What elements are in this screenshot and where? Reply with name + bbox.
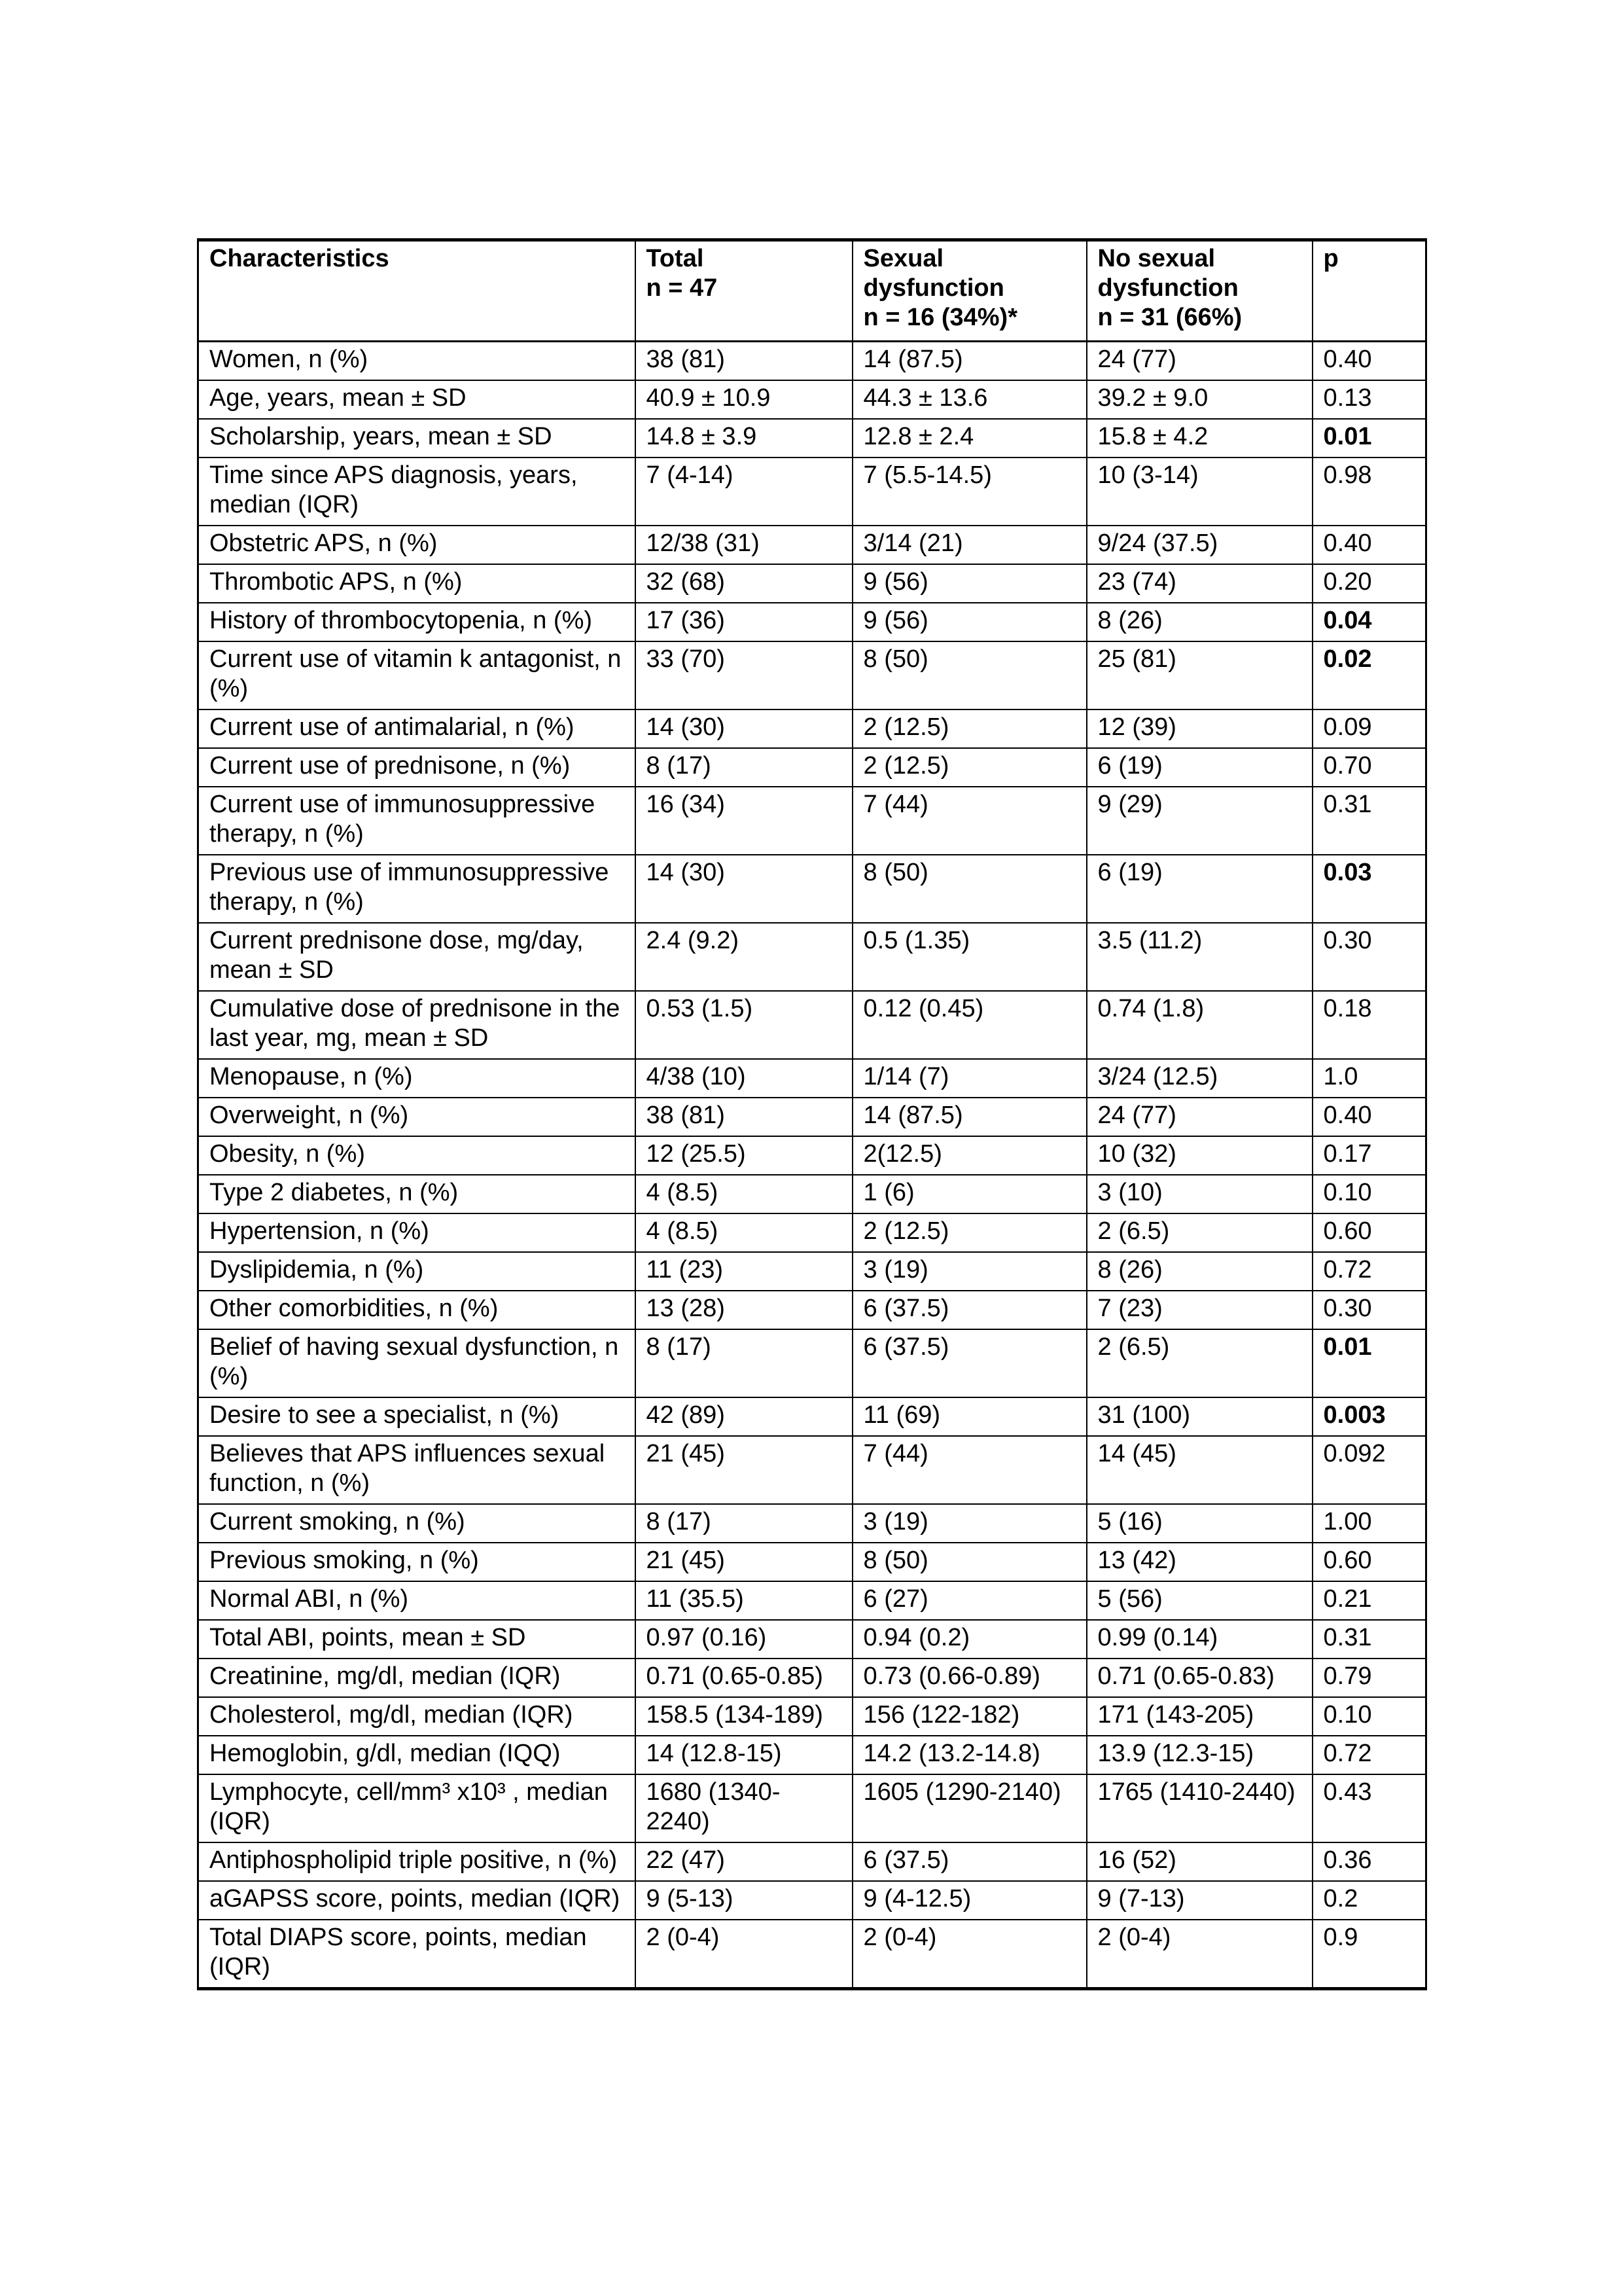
column-header-characteristics — [198, 240, 635, 342]
total-cell: 0.97 (0.16) — [635, 1620, 853, 1659]
header-line: dysfunction — [1097, 274, 1239, 302]
total-cell: 2 (0-4) — [635, 1920, 853, 1989]
p-value-cell: 0.30 — [1313, 1291, 1426, 1329]
p-value-cell: 0.18 — [1313, 991, 1426, 1059]
characteristic-cell: Current use of prednisone, n (%) — [198, 748, 635, 787]
sexual-dysfunction-cell: 6 (27) — [853, 1581, 1087, 1620]
sexual-dysfunction-cell: 1 (6) — [853, 1175, 1087, 1213]
total-cell: 4 (8.5) — [635, 1213, 853, 1252]
sexual-dysfunction-cell: 7 (44) — [853, 787, 1087, 855]
no-sexual-dysfunction-cell: 0.71 (0.65-0.83) — [1087, 1659, 1313, 1697]
sexual-dysfunction-cell: 12.8 ± 2.4 — [853, 419, 1087, 457]
p-value-cell: 0.01 — [1313, 419, 1426, 457]
total-cell: 4 (8.5) — [635, 1175, 853, 1213]
column-header-total — [635, 240, 853, 342]
table-row — [198, 1620, 1426, 1659]
sexual-dysfunction-cell: 14 (87.5) — [853, 342, 1087, 381]
sexual-dysfunction-cell: 1/14 (7) — [853, 1059, 1087, 1098]
no-sexual-dysfunction-cell: 13 (42) — [1087, 1543, 1313, 1581]
total-cell: 0.53 (1.5) — [635, 991, 853, 1059]
p-value-cell: 0.02 — [1313, 641, 1426, 709]
sexual-dysfunction-cell: 156 (122-182) — [853, 1697, 1087, 1736]
p-value-cell: 0.21 — [1313, 1581, 1426, 1620]
characteristic-cell: Obesity, n (%) — [198, 1136, 635, 1175]
no-sexual-dysfunction-cell: 8 (26) — [1087, 603, 1313, 641]
total-cell: 8 (17) — [635, 748, 853, 787]
characteristic-cell: Age, years, mean ± SD — [198, 380, 635, 419]
sexual-dysfunction-cell: 7 (5.5-14.5) — [853, 457, 1087, 526]
table-row — [198, 1291, 1426, 1329]
total-cell: 14 (30) — [635, 855, 853, 923]
sexual-dysfunction-cell: 6 (37.5) — [853, 1329, 1087, 1397]
p-value-cell: 0.10 — [1313, 1175, 1426, 1213]
header-line: Total — [646, 245, 704, 272]
header-row — [198, 240, 1426, 342]
no-sexual-dysfunction-cell: 31 (100) — [1087, 1397, 1313, 1436]
characteristic-cell: Obstetric APS, n (%) — [198, 526, 635, 564]
column-header-p — [1313, 240, 1426, 342]
no-sexual-dysfunction-cell: 2 (6.5) — [1087, 1213, 1313, 1252]
sexual-dysfunction-cell: 9 (4-12.5) — [853, 1881, 1087, 1920]
table-row — [198, 1329, 1426, 1397]
total-cell: 14 (30) — [635, 709, 853, 748]
no-sexual-dysfunction-cell: 24 (77) — [1087, 342, 1313, 381]
characteristic-cell: Other comorbidities, n (%) — [198, 1291, 635, 1329]
sexual-dysfunction-cell: 2(12.5) — [853, 1136, 1087, 1175]
p-value-cell: 0.092 — [1313, 1436, 1426, 1504]
characteristic-cell: Current smoking, n (%) — [198, 1504, 635, 1543]
total-cell: 14 (12.8-15) — [635, 1736, 853, 1774]
no-sexual-dysfunction-cell: 6 (19) — [1087, 855, 1313, 923]
sexual-dysfunction-cell: 8 (50) — [853, 641, 1087, 709]
table-row — [198, 564, 1426, 603]
no-sexual-dysfunction-cell: 9 (7-13) — [1087, 1881, 1313, 1920]
characteristic-cell: Previous smoking, n (%) — [198, 1543, 635, 1581]
total-cell: 7 (4-14) — [635, 457, 853, 526]
table-row — [198, 923, 1426, 991]
table-row — [198, 1774, 1426, 1842]
characteristic-cell: Hypertension, n (%) — [198, 1213, 635, 1252]
total-cell: 40.9 ± 10.9 — [635, 380, 853, 419]
header-line: p — [1323, 245, 1339, 272]
total-cell: 11 (35.5) — [635, 1581, 853, 1620]
no-sexual-dysfunction-cell: 13.9 (12.3-15) — [1087, 1736, 1313, 1774]
sexual-dysfunction-cell: 8 (50) — [853, 855, 1087, 923]
characteristic-cell: History of thrombocytopenia, n (%) — [198, 603, 635, 641]
table-row — [198, 1697, 1426, 1736]
no-sexual-dysfunction-cell: 2 (6.5) — [1087, 1329, 1313, 1397]
table-row — [198, 1136, 1426, 1175]
sexual-dysfunction-cell: 2 (12.5) — [853, 748, 1087, 787]
characteristic-cell: Scholarship, years, mean ± SD — [198, 419, 635, 457]
p-value-cell: 0.31 — [1313, 1620, 1426, 1659]
table-row — [198, 1436, 1426, 1504]
no-sexual-dysfunction-cell: 10 (32) — [1087, 1136, 1313, 1175]
sexual-dysfunction-cell: 6 (37.5) — [853, 1842, 1087, 1881]
table-row — [198, 1397, 1426, 1436]
total-cell: 8 (17) — [635, 1504, 853, 1543]
characteristic-cell: Believes that APS influences sexual function, n (%) — [198, 1436, 635, 1504]
table-row — [198, 1736, 1426, 1774]
total-cell: 21 (45) — [635, 1436, 853, 1504]
total-cell: 38 (81) — [635, 1098, 853, 1136]
table-row — [198, 1098, 1426, 1136]
characteristic-cell: Time since APS diagnosis, years, median (IQR) — [198, 457, 635, 526]
characteristic-cell: Women, n (%) — [198, 342, 635, 381]
p-value-cell: 0.20 — [1313, 564, 1426, 603]
characteristic-cell: Desire to see a specialist, n (%) — [198, 1397, 635, 1436]
no-sexual-dysfunction-cell: 3 (10) — [1087, 1175, 1313, 1213]
table-row — [198, 1059, 1426, 1098]
table-row — [198, 641, 1426, 709]
table-row — [198, 709, 1426, 748]
no-sexual-dysfunction-cell: 0.99 (0.14) — [1087, 1620, 1313, 1659]
sexual-dysfunction-cell: 11 (69) — [853, 1397, 1087, 1436]
total-cell: 11 (23) — [635, 1252, 853, 1291]
column-header-no-sexual-dysfunction — [1087, 240, 1313, 342]
header-line: Sexual — [863, 245, 944, 272]
characteristic-cell: Belief of having sexual dysfunction, n (%) — [198, 1329, 635, 1397]
table-row — [198, 380, 1426, 419]
no-sexual-dysfunction-cell: 2 (0-4) — [1087, 1920, 1313, 1989]
no-sexual-dysfunction-cell: 6 (19) — [1087, 748, 1313, 787]
characteristic-cell: Antiphospholipid triple positive, n (%) — [198, 1842, 635, 1881]
sexual-dysfunction-cell: 14 (87.5) — [853, 1098, 1087, 1136]
characteristic-cell: Hemoglobin, g/dl, median (IQQ) — [198, 1736, 635, 1774]
p-value-cell: 0.09 — [1313, 709, 1426, 748]
no-sexual-dysfunction-cell: 10 (3-14) — [1087, 457, 1313, 526]
sexual-dysfunction-cell: 9 (56) — [853, 564, 1087, 603]
characteristic-cell: Total ABI, points, mean ± SD — [198, 1620, 635, 1659]
characteristic-cell: Type 2 diabetes, n (%) — [198, 1175, 635, 1213]
p-value-cell: 0.17 — [1313, 1136, 1426, 1175]
p-value-cell: 0.01 — [1313, 1329, 1426, 1397]
total-cell: 12 (25.5) — [635, 1136, 853, 1175]
characteristic-cell: Dyslipidemia, n (%) — [198, 1252, 635, 1291]
table-row — [198, 1881, 1426, 1920]
total-cell: 0.71 (0.65-0.85) — [635, 1659, 853, 1697]
sexual-dysfunction-cell: 7 (44) — [853, 1436, 1087, 1504]
p-value-cell: 0.40 — [1313, 1098, 1426, 1136]
sexual-dysfunction-cell: 1605 (1290-2140) — [853, 1774, 1087, 1842]
no-sexual-dysfunction-cell: 1765 (1410-2440) — [1087, 1774, 1313, 1842]
sexual-dysfunction-cell: 9 (56) — [853, 603, 1087, 641]
p-value-cell: 0.43 — [1313, 1774, 1426, 1842]
header-line: n = 16 (34%)* — [863, 304, 1017, 331]
characteristic-cell: Current use of vitamin k antagonist, n (%) — [198, 641, 635, 709]
table-row — [198, 1213, 1426, 1252]
table-row — [198, 1543, 1426, 1581]
p-value-cell: 0.36 — [1313, 1842, 1426, 1881]
sexual-dysfunction-cell: 3 (19) — [853, 1504, 1087, 1543]
table-row — [198, 1659, 1426, 1697]
characteristic-cell: Overweight, n (%) — [198, 1098, 635, 1136]
table-row — [198, 1504, 1426, 1543]
sexual-dysfunction-cell: 0.12 (0.45) — [853, 991, 1087, 1059]
sexual-dysfunction-cell: 0.73 (0.66-0.89) — [853, 1659, 1087, 1697]
table-row — [198, 1252, 1426, 1291]
no-sexual-dysfunction-cell: 23 (74) — [1087, 564, 1313, 603]
p-value-cell: 0.9 — [1313, 1920, 1426, 1989]
total-cell: 1680 (1340-2240) — [635, 1774, 853, 1842]
table-row — [198, 457, 1426, 526]
p-value-cell: 0.60 — [1313, 1543, 1426, 1581]
p-value-cell: 0.79 — [1313, 1659, 1426, 1697]
sexual-dysfunction-cell: 6 (37.5) — [853, 1291, 1087, 1329]
total-cell: 33 (70) — [635, 641, 853, 709]
sexual-dysfunction-cell: 2 (12.5) — [853, 709, 1087, 748]
table-row — [198, 1920, 1426, 1989]
p-value-cell: 0.31 — [1313, 787, 1426, 855]
sexual-dysfunction-cell: 3/14 (21) — [853, 526, 1087, 564]
total-cell: 32 (68) — [635, 564, 853, 603]
p-value-cell: 0.2 — [1313, 1881, 1426, 1920]
column-header-sexual-dysfunction — [853, 240, 1087, 342]
p-value-cell: 0.003 — [1313, 1397, 1426, 1436]
characteristic-cell: Creatinine, mg/dl, median (IQR) — [198, 1659, 635, 1697]
no-sexual-dysfunction-cell: 16 (52) — [1087, 1842, 1313, 1881]
no-sexual-dysfunction-cell: 5 (56) — [1087, 1581, 1313, 1620]
characteristic-cell: Total DIAPS score, points, median (IQR) — [198, 1920, 635, 1989]
p-value-cell: 0.40 — [1313, 342, 1426, 381]
sexual-dysfunction-cell: 2 (12.5) — [853, 1213, 1087, 1252]
no-sexual-dysfunction-cell: 3.5 (11.2) — [1087, 923, 1313, 991]
header-line: dysfunction — [863, 274, 1004, 302]
characteristic-cell: aGAPSS score, points, median (IQR) — [198, 1881, 635, 1920]
p-value-cell: 1.0 — [1313, 1059, 1426, 1098]
total-cell: 9 (5-13) — [635, 1881, 853, 1920]
total-cell: 4/38 (10) — [635, 1059, 853, 1098]
characteristic-cell: Current use of immunosuppressive therapy, n (%) — [198, 787, 635, 855]
p-value-cell: 0.04 — [1313, 603, 1426, 641]
table-row — [198, 526, 1426, 564]
no-sexual-dysfunction-cell: 5 (16) — [1087, 1504, 1313, 1543]
p-value-cell: 0.13 — [1313, 380, 1426, 419]
header-line: No sexual — [1097, 245, 1216, 272]
total-cell: 158.5 (134-189) — [635, 1697, 853, 1736]
sexual-dysfunction-cell: 44.3 ± 13.6 — [853, 380, 1087, 419]
p-value-cell: 1.00 — [1313, 1504, 1426, 1543]
p-value-cell: 0.60 — [1313, 1213, 1426, 1252]
p-value-cell: 0.03 — [1313, 855, 1426, 923]
total-cell: 2.4 (9.2) — [635, 923, 853, 991]
total-cell: 42 (89) — [635, 1397, 853, 1436]
no-sexual-dysfunction-cell: 15.8 ± 4.2 — [1087, 419, 1313, 457]
table-row — [198, 342, 1426, 381]
header-line: n = 47 — [646, 274, 718, 302]
no-sexual-dysfunction-cell: 14 (45) — [1087, 1436, 1313, 1504]
header-line: Characteristics — [209, 245, 389, 272]
p-value-cell: 0.72 — [1313, 1736, 1426, 1774]
characteristic-cell: Normal ABI, n (%) — [198, 1581, 635, 1620]
sexual-dysfunction-cell: 0.5 (1.35) — [853, 923, 1087, 991]
total-cell: 16 (34) — [635, 787, 853, 855]
p-value-cell: 0.30 — [1313, 923, 1426, 991]
no-sexual-dysfunction-cell: 12 (39) — [1087, 709, 1313, 748]
total-cell: 22 (47) — [635, 1842, 853, 1881]
total-cell: 12/38 (31) — [635, 526, 853, 564]
characteristics-table — [197, 238, 1427, 1990]
no-sexual-dysfunction-cell: 25 (81) — [1087, 641, 1313, 709]
sexual-dysfunction-cell: 8 (50) — [853, 1543, 1087, 1581]
total-cell: 21 (45) — [635, 1543, 853, 1581]
total-cell: 8 (17) — [635, 1329, 853, 1397]
table-row — [198, 419, 1426, 457]
characteristic-cell: Previous use of immunosuppressive therapy, n (%) — [198, 855, 635, 923]
no-sexual-dysfunction-cell: 7 (23) — [1087, 1291, 1313, 1329]
p-value-cell: 0.40 — [1313, 526, 1426, 564]
sexual-dysfunction-cell: 14.2 (13.2-14.8) — [853, 1736, 1087, 1774]
no-sexual-dysfunction-cell: 39.2 ± 9.0 — [1087, 380, 1313, 419]
no-sexual-dysfunction-cell: 24 (77) — [1087, 1098, 1313, 1136]
characteristic-cell: Current prednisone dose, mg/day, mean ± SD — [198, 923, 635, 991]
no-sexual-dysfunction-cell: 3/24 (12.5) — [1087, 1059, 1313, 1098]
p-value-cell: 0.72 — [1313, 1252, 1426, 1291]
characteristic-cell: Cholesterol, mg/dl, median (IQR) — [198, 1697, 635, 1736]
table-row — [198, 1581, 1426, 1620]
sexual-dysfunction-cell: 0.94 (0.2) — [853, 1620, 1087, 1659]
no-sexual-dysfunction-cell: 171 (143-205) — [1087, 1697, 1313, 1736]
no-sexual-dysfunction-cell: 9/24 (37.5) — [1087, 526, 1313, 564]
characteristic-cell: Lymphocyte, cell/mm³ x10³ , median (IQR) — [198, 1774, 635, 1842]
table-row — [198, 1842, 1426, 1881]
total-cell: 38 (81) — [635, 342, 853, 381]
no-sexual-dysfunction-cell: 9 (29) — [1087, 787, 1313, 855]
table-row — [198, 855, 1426, 923]
characteristic-cell: Thrombotic APS, n (%) — [198, 564, 635, 603]
table-row — [198, 748, 1426, 787]
characteristic-cell: Menopause, n (%) — [198, 1059, 635, 1098]
sexual-dysfunction-cell: 2 (0-4) — [853, 1920, 1087, 1989]
table-row — [198, 991, 1426, 1059]
table-row — [198, 1175, 1426, 1213]
table-body — [198, 342, 1426, 1989]
total-cell: 14.8 ± 3.9 — [635, 419, 853, 457]
no-sexual-dysfunction-cell: 8 (26) — [1087, 1252, 1313, 1291]
characteristic-cell: Current use of antimalarial, n (%) — [198, 709, 635, 748]
sexual-dysfunction-cell: 3 (19) — [853, 1252, 1087, 1291]
header-line: n = 31 (66%) — [1097, 304, 1243, 331]
p-value-cell: 0.70 — [1313, 748, 1426, 787]
total-cell: 13 (28) — [635, 1291, 853, 1329]
table-row — [198, 603, 1426, 641]
characteristic-cell: Cumulative dose of prednisone in the last year, mg, mean ± SD — [198, 991, 635, 1059]
p-value-cell: 0.98 — [1313, 457, 1426, 526]
total-cell: 17 (36) — [635, 603, 853, 641]
p-value-cell: 0.10 — [1313, 1697, 1426, 1736]
no-sexual-dysfunction-cell: 0.74 (1.8) — [1087, 991, 1313, 1059]
table-row — [198, 787, 1426, 855]
